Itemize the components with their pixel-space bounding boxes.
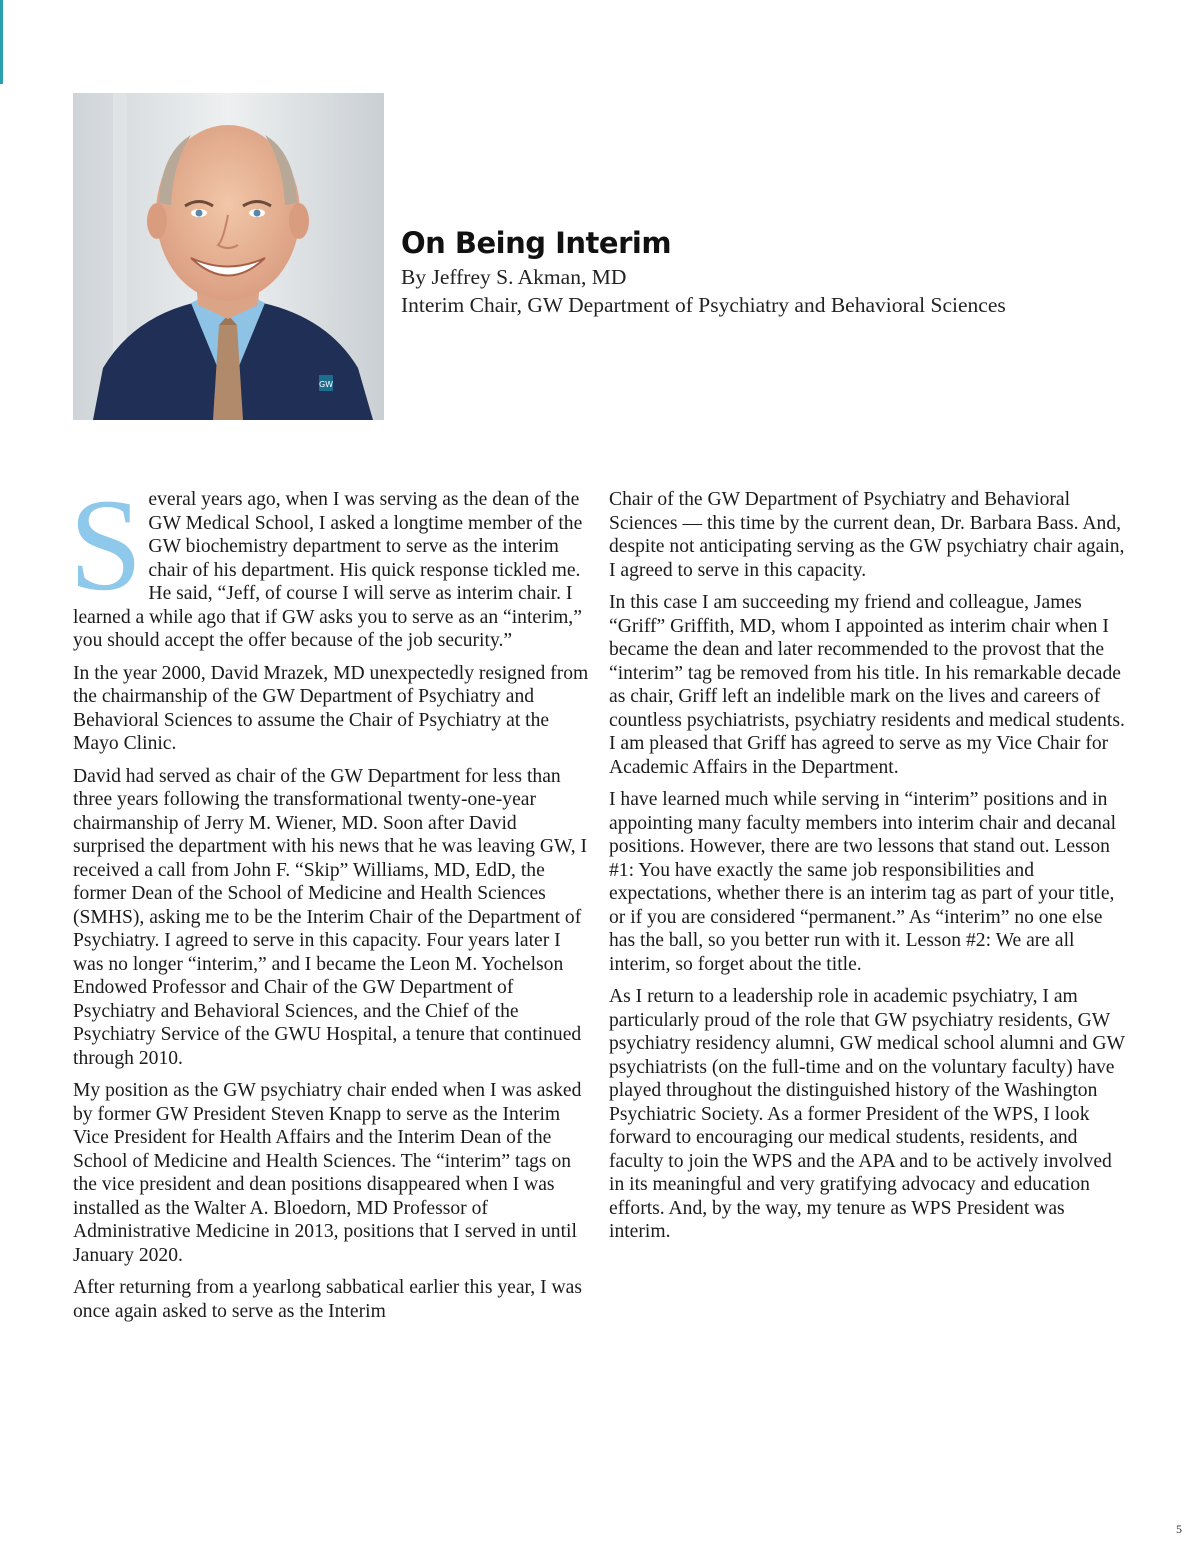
- paragraph: [69, 471, 591, 653]
- article-header: [401, 225, 1161, 319]
- page-number: 5: [1176, 1522, 1182, 1536]
- author-affiliation: Interim Chair, GW Department of Psychiatry and Behavioral Sciences: [401, 293, 1006, 317]
- paragraph-text: everal years ago, when I was serving as the dean of the GW Medical School, I asked a longtime member of the GW biochemistry department to serve as the interim chair of his department. His quick response tickled me. He said, “Jeff, of course I will serve as interim chair. I learned a while ago that if GW asks you to serve as an “interim,” you should accept the offer because of the job security.”: [73, 489, 583, 651]
- paragraph: In this case I am succeeding my friend and colleague, James “Griff” Griffith, MD, whom I appointed as interim chair when I became the dean and later recommended to the provost that the “interim” tag be removed from his title. In his remarkable decade as chair, Griff left an indelible mark on the lives and careers of countless psychiatrists, psychiatry residents and medical students. I am pleased that Griff has agreed to serve as my Vice Chair for Academic Affairs in the Department.: [609, 592, 1125, 778]
- page-edge-accent-bar: [0, 0, 3, 84]
- author-portrait-photo: [73, 93, 384, 420]
- lapel-pin-label: GW: [318, 380, 334, 389]
- paragraph: David had served as chair of the GW Department for less than three years following the transformational twenty-one-year chairmanship of Jerry M. Wiener, MD. Soon after David surprised the department with his news that he was leaving GW, I received a call from John F. “Skip” Williams, MD, EdD, the former Dean of the School of Medicine and Health Sciences (SMHS), asking me to be the Interim Chair of the Department of Psychiatry. I agreed to serve in this capacity. Four years later I was no longer “interim,” and I became the Leon M. Yochelson Endowed Professor and Chair of the GW Department of Psychiatry and Behavioral Sciences, and the Chief of the Psychiatry Service of the GWU Hospital, a tenure that continued through 2010.: [73, 765, 588, 1069]
- article-column-right: [609, 488, 1129, 1253]
- article-column-left: [69, 471, 591, 1332]
- paragraph: As I return to a leadership role in academic psychiatry, I am particularly proud of the role that GW psychiatry residents, GW psychiatry residency alumni, GW medical school alumni and GW psychiatrists (on the full-time and on the voluntary faculty) have played throughout the distinguished history of the Washington Psychiatric Society. As a former President of the WPS, I look forward to encouraging our medical students, residents, and faculty to join the WPS and the APA and to be actively involved in its meaningful and very gratifying advocacy and education efforts. And, by the way, my tenure as WPS President was interim.: [609, 986, 1125, 1242]
- paragraph: I have learned much while serving in “interim” positions and in appointing many faculty members into interim chair and decanal positions. However, there are two lessons that stand out. Lesson #1: You have exactly the same job responsibilities and expectations, whether there is an interim tag as part of your title, or if you are considered “permanent.” As “interim” no one else has the ball, so you better run with it. Lesson #2: We are all interim, so forget about the title.: [609, 789, 1117, 975]
- paragraph: My position as the GW psychiatry chair ended when I was asked by former GW President Steven Knapp to serve as the Interim Vice President for Health Affairs and the Interim Dean of the School of Medicine and Health Sciences. The “interim” tags on the vice president and dean positions disappeared when I was installed as the Walter A. Bloedorn, MD Professor of Administrative Medicine in 2013, positions that I served in until January 2020.: [73, 1080, 582, 1266]
- author-byline: By Jeffrey S. Akman, MD: [401, 265, 627, 289]
- paragraph: Chair of the GW Department of Psychiatry and Behavioral Sciences — this time by the current dean, Dr. Barbara Bass. And, despite not anticipating serving as the GW psychiatry chair again, I agreed to serve in this capacity.: [609, 489, 1125, 581]
- paragraph: After returning from a yearlong sabbatical earlier this year, I was once again asked to serve as the Interim: [73, 1277, 582, 1322]
- article-title: On Being Interim: [401, 226, 672, 260]
- paragraph: In the year 2000, David Mrazek, MD unexpectedly resigned from the chairmanship of the GW Department of Psychiatry and Behavioral Sciences to assume the Chair of Psychiatry at the Mayo Clinic.: [73, 662, 589, 754]
- drop-cap: S: [69, 471, 143, 618]
